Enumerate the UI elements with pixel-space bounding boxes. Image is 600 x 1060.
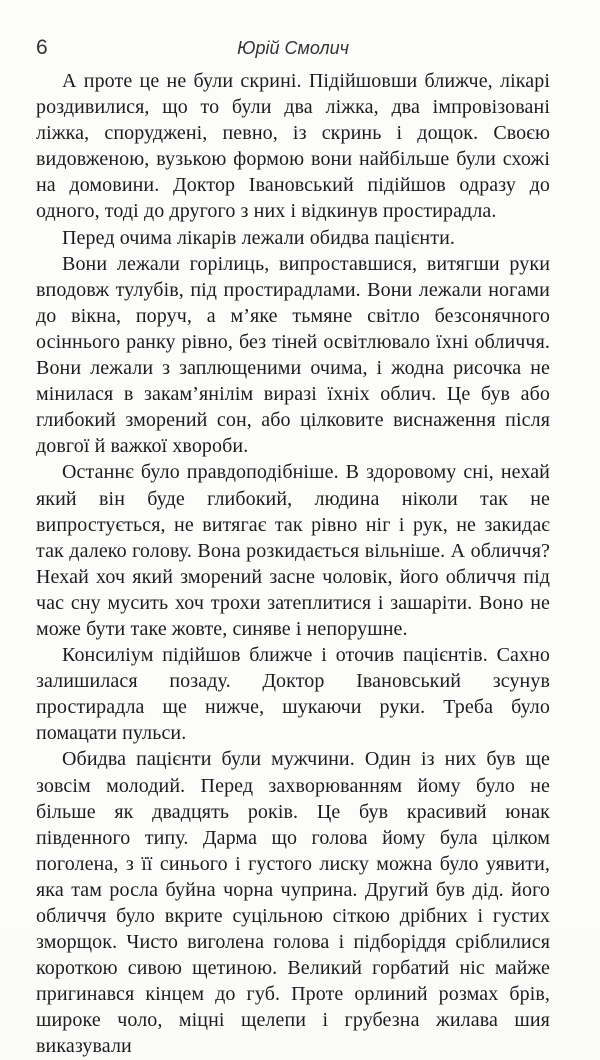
body-text: [36, 68, 550, 1060]
paragraph: А проте це не були скрині. Підійшовши ближче, лікарі роздивилися, що то були два ліжка, два імпровізовані ліжка, споруджені, певно, із скринь і дощок. Своєю видовженою, вузькою формою вони найбільше були схожі на домовини. Доктор Івановський підійшов одразу до одного, тоді до другого з них і відкинув простирадла.: [36, 70, 550, 223]
paragraph: Вони лежали горілиць, випроставшися, витягши руки вподовж тулубів, під простирадлами. Вони лежали ногами до вікна, поруч, а м’яке тьмяне світло безсонячного осіннього ранку рівно, без тіней освітлювало їхні обличчя. Вони лежали з заплющеними очима, і жодна рисочка не мінилася в закам’янілім виразі їхніх облич. Це був або глибокий зморений сон, або цілковите виснаження після довгої й важкої хвороби.: [36, 252, 550, 458]
paragraph: Останнє було правдоподібніше. В здоровому сні, нехай який він буде глибокий, людина ніколи так не випростується, не витягає так рівно ніг і рук, не закидає так далеко голову. Вона розкидається вільніше. А обличчя? Нехай хоч який зморений засне чоловік, його обличчя під час сну мусить хоч трохи затеплитися і зашаріти. Воно не може бути таке жовте, синяве і непорушне.: [36, 461, 550, 640]
paragraph: Перед очима лікарів лежали обидва пацієнти.: [62, 226, 455, 249]
paragraph: Консиліум підійшов ближче і оточив пацієнтів. Сахно залишилася позаду. Доктор Івановський зсунув простирадла ще нижче, шукаючи руки. Треба було помацати пульси.: [36, 644, 550, 745]
paragraph: Обидва пацієнти були мужчини. Один із них був ще зовсім молодий. Перед захворюванням йому було не більше як двадцять років. Це був красивий юнак південного типу. Дарма що голова йому була цілком поголена, з її синього і густого лиску можна було уявити, яка там росла буйна чорна чуприна. Другий був дід. його обличчя було вкрите суцільною сіткою дрібних і густих зморщок. Чисто виголена голова і підборіддя сріблилися короткою сивою щетиною. Великий горбатий ніс майже пригинався кінцем до губ. Проте орлиний розмах брів, широке чоло, міцні щелепи і грубезна жилава шия виказували: [36, 748, 550, 1058]
author-name: Юрій Смолич: [237, 38, 349, 58]
running-head: [36, 34, 550, 62]
page-number: 6: [36, 36, 48, 59]
